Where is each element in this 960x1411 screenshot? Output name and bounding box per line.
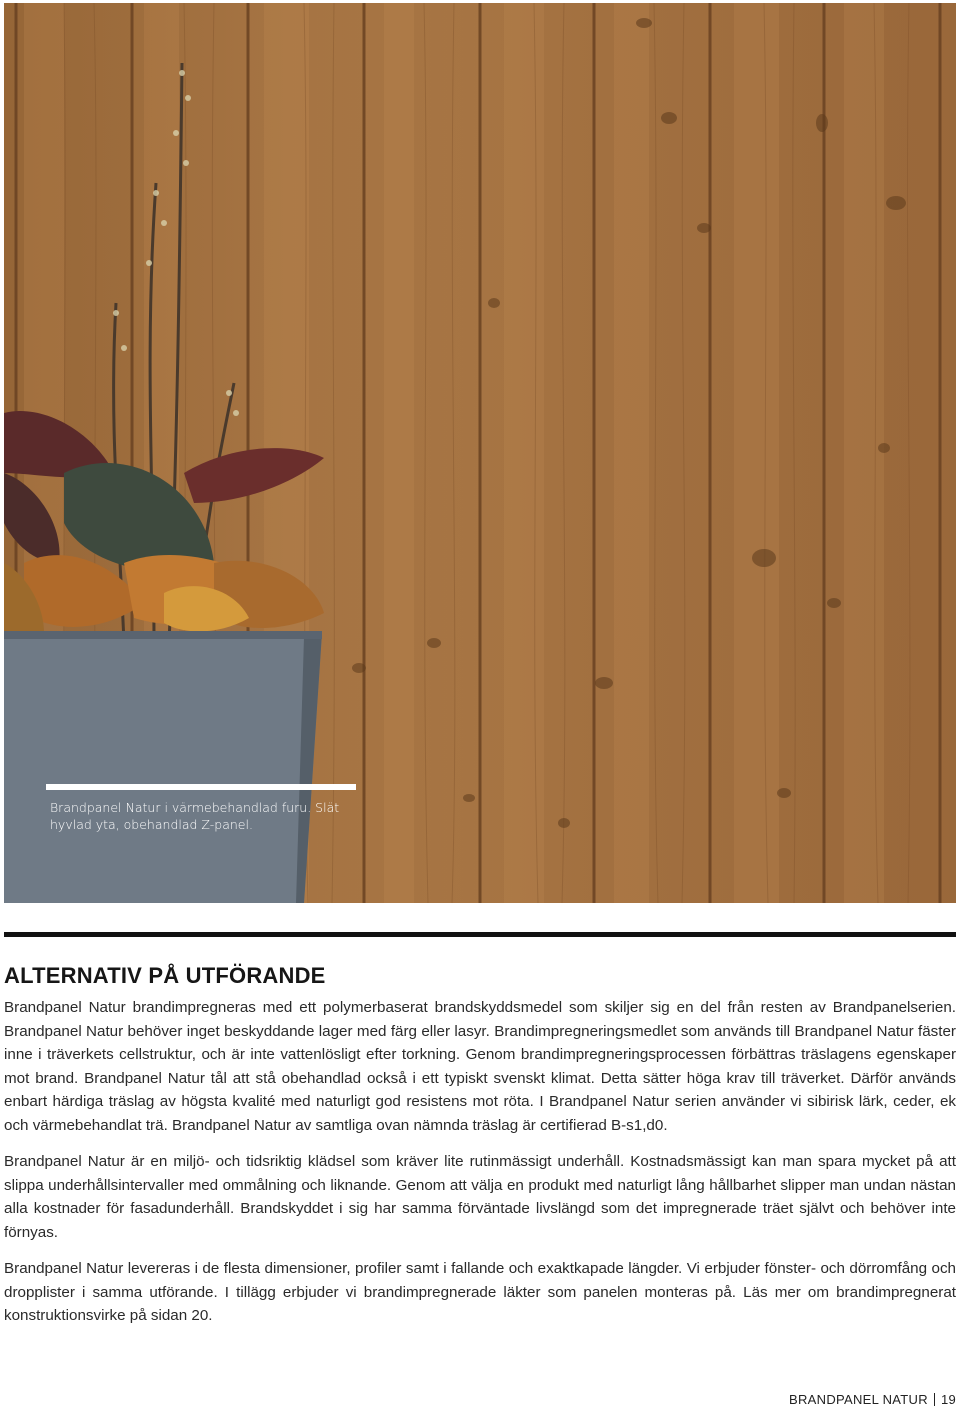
caption-rule: [46, 784, 356, 790]
wood-panel-photo: [4, 3, 956, 903]
section-divider: [4, 932, 956, 937]
paragraph: Brandpanel Natur levereras i de flesta dimensioner, profiler samt i fallande och exaktkapade längder. Vi erbjuder fönster- och dörromfång och dropplister i samma utförande. I tillägg erbjuder vi brandimpregnerade läkter som panelen monteras på. Läs mer om brandimpregnerat konstruktionsvirke på sidan 20.: [4, 1259, 956, 1325]
paragraph: Brandpanel Natur brandimpregneras med ett polymerbaserat brandskyddsmedel som skiljer sig en del från resten av Brandpanelserien. Brandpanel Natur behöver inget beskyddande lager med färg eller lasyr. Brandimpregneringsmedlet som används till Brandpanel Natur fäster inne i träverkets cellstruktur, och är inte vattenlösligt efter torkning. Genom brandimpregneringsprocessen förbättras träslagens egenskaper mot brand. Brandpanel Natur tål att stå obehandlad också i ett typiskt svenskt klimat. Detta sätter höga krav till träverket. Därför används enbart härdiga träslag av högsta kvalité med naturligt god resistens mot röta. I Brandpanel Natur serien använder vi sibirisk lärk, ceder, ek och värmebehandlat trä. Brandpanel Natur av samtliga ovan nämnda träslag är certifierad B-s1,d0.: [4, 999, 956, 1134]
footer-label: BRANDPANEL NATUR: [789, 1392, 928, 1407]
page-footer: [789, 1392, 956, 1407]
photo-caption: Brandpanel Natur i värmebehandlad furu. Slät hyvlad yta, obehandlad Z-panel.: [50, 800, 340, 832]
section-heading: ALTERNATIV PÅ UTFÖRANDE: [4, 963, 326, 988]
body-text: [4, 996, 956, 1340]
footer-separator: [934, 1393, 935, 1406]
planter-box: [4, 631, 322, 903]
page-number: 19: [940, 1392, 956, 1407]
photo-illustration: [4, 3, 956, 903]
paragraph: Brandpanel Natur är en miljö- och tidsriktig klädsel som kräver lite rutinmässigt underhåll. Kostnadsmässigt kan man spara mycket på att slippa underhållsintervaller med ommålning och liknande. Genom att välja en produkt med naturligt lång hållbarhet slipper man undan nästan alla kostnader för fasadunderhåll. Brandskyddet i sig har samma förväntade livslängd som det impregnerade träet självt och behöver inte förnyas.: [4, 1153, 956, 1241]
